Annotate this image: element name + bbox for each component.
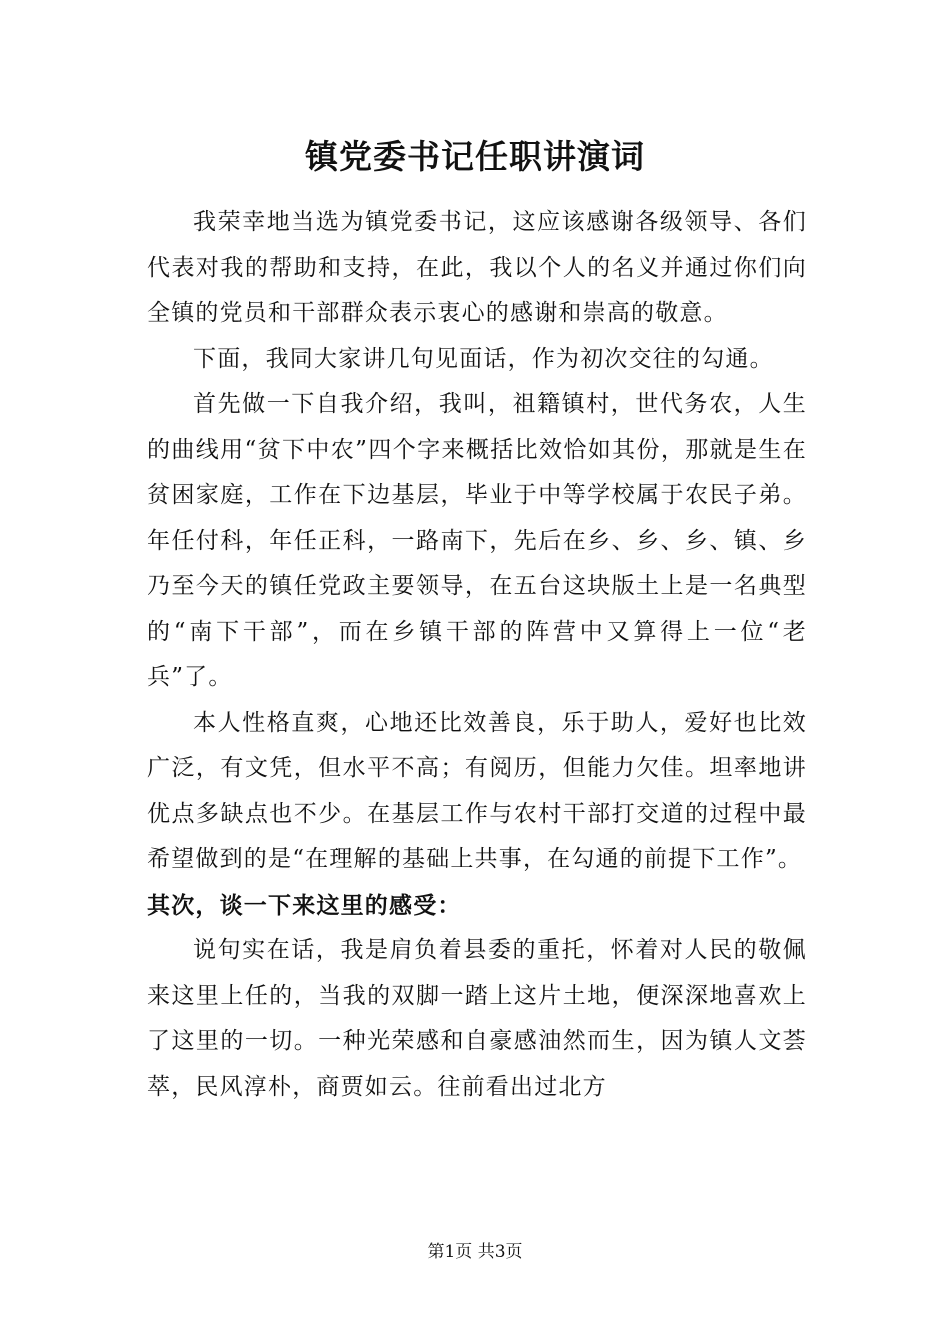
section-heading: 其次，谈一下来这里的感受： — [147, 891, 462, 919]
paragraph-personality: 本人性格直爽，心地还比效善良，乐于助人，爱好也比效广泛，有文凭，但水平不高；有阅历，但能力欠佳。坦率地讲优点多缺点也不少。在基层工作与农村干部打交道的过程中最希望做到的是“在理解的基础上共事，在勾通的前提下工作”。 — [147, 709, 807, 872]
paragraph-greeting: 下面，我同大家讲几句见面话，作为初次交往的勾通。 — [193, 345, 774, 372]
paragraph-self-introduction: 首先做一下自我介绍，我叫，祖籍镇村，世代务农，人生的曲线用“贫下中农”四个字来概括比效恰如其份，那就是生在贫困家庭，工作在下边基层，毕业于中等学校属于农民子弟。年任付科，年任正科，一路南下，先后在乡、乡、乡、镇、乡乃至今天的镇任党政主要领导，在五台这块版土上是一名典型的“南下干部”，而在乡镇干部的阵营中又算得上一位“老兵”了。 — [147, 391, 807, 690]
document-title: 镇党委书记任职讲演词 — [305, 137, 645, 176]
paragraph-feelings: 说句实在话，我是肩负着县委的重托，怀着对人民的敬佩来这里上任的，当我的双脚一踏上这片土地，便深深地喜欢上了这里的一切。一种光荣感和自豪感油然而生，因为镇人文荟萃，民风淳朴，商贾如云。往前看出过北方 — [147, 937, 807, 1100]
page-number-footer: 第1页 共3页 — [427, 1242, 523, 1262]
paragraph-intro: 我荣幸地当选为镇党委书记，这应该感谢各级领导、各们代表对我的帮助和支持，在此，我以个人的名义并通过你们向全镇的党员和干部群众表示衷心的感谢和崇高的敬意。 — [147, 209, 807, 326]
document-body — [147, 200, 807, 1110]
